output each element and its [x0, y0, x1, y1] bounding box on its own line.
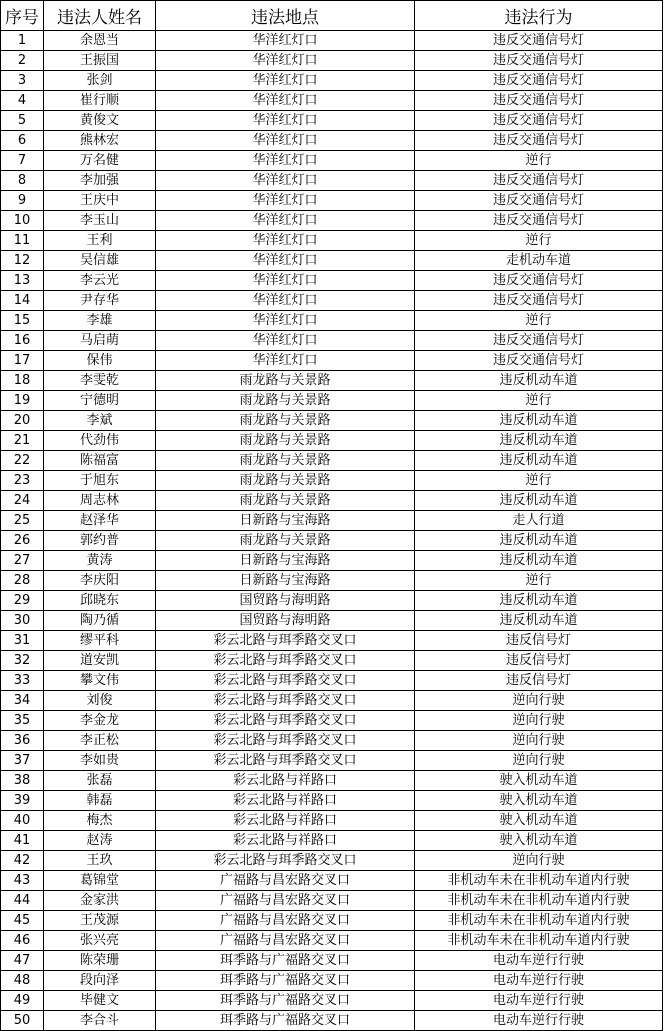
cell-offender-name: 段向泽: [44, 971, 156, 991]
cell-location: 雨龙路与关景路: [156, 391, 415, 411]
cell-number: 11: [1, 231, 44, 251]
cell-location: 华洋红灯口: [156, 151, 415, 171]
cell-offender-name: 刘俊: [44, 691, 156, 711]
cell-location: 珥季路与广福路交叉口: [156, 951, 415, 971]
cell-number: 36: [1, 731, 44, 751]
table-row: [1, 831, 663, 851]
cell-offender-name: 李雄: [44, 311, 156, 331]
cell-violation: 违反信号灯: [415, 671, 663, 691]
cell-location: 华洋红灯口: [156, 171, 415, 191]
cell-location: 彩云北路与珥季路交叉口: [156, 631, 415, 651]
cell-offender-name: 代劲伟: [44, 431, 156, 451]
table-row: [1, 171, 663, 191]
table-row: [1, 631, 663, 651]
cell-offender-name: 崔行顺: [44, 91, 156, 111]
cell-violation: 逆行: [415, 151, 663, 171]
header-offender-name: 违法人姓名: [44, 1, 156, 31]
table-row: [1, 691, 663, 711]
cell-offender-name: 李斌: [44, 411, 156, 431]
cell-violation: 逆向行驶: [415, 731, 663, 751]
cell-location: 华洋红灯口: [156, 251, 415, 271]
cell-offender-name: 陶乃循: [44, 611, 156, 631]
cell-number: 31: [1, 631, 44, 651]
cell-number: 44: [1, 891, 44, 911]
cell-violation: 违反交通信号灯: [415, 111, 663, 131]
cell-offender-name: 攀文伟: [44, 671, 156, 691]
cell-location: 华洋红灯口: [156, 291, 415, 311]
cell-offender-name: 周志林: [44, 491, 156, 511]
table-row: [1, 971, 663, 991]
cell-location: 国贸路与海明路: [156, 591, 415, 611]
cell-violation: 违反信号灯: [415, 631, 663, 651]
cell-offender-name: 金家洪: [44, 891, 156, 911]
table-row: [1, 211, 663, 231]
cell-offender-name: 郭约普: [44, 531, 156, 551]
cell-number: 30: [1, 611, 44, 631]
cell-violation: 违反机动车道: [415, 371, 663, 391]
cell-location: 国贸路与海明路: [156, 611, 415, 631]
cell-offender-name: 王振国: [44, 51, 156, 71]
cell-location: 华洋红灯口: [156, 51, 415, 71]
cell-location: 华洋红灯口: [156, 351, 415, 371]
cell-number: 24: [1, 491, 44, 511]
table-row: [1, 851, 663, 871]
cell-violation: 违反交通信号灯: [415, 191, 663, 211]
cell-location: 华洋红灯口: [156, 191, 415, 211]
table-row: [1, 911, 663, 931]
cell-location: 华洋红灯口: [156, 71, 415, 91]
cell-violation: 违反机动车道: [415, 531, 663, 551]
cell-offender-name: 万名健: [44, 151, 156, 171]
cell-location: 彩云北路与珥季路交叉口: [156, 651, 415, 671]
cell-number: 20: [1, 411, 44, 431]
cell-violation: 电动车逆行行驶: [415, 991, 663, 1011]
cell-location: 广福路与昌宏路交叉口: [156, 931, 415, 951]
table-row: [1, 811, 663, 831]
cell-violation: 非机动车未在非机动车道内行驶: [415, 931, 663, 951]
cell-offender-name: 张磊: [44, 771, 156, 791]
cell-offender-name: 张兴亮: [44, 931, 156, 951]
cell-location: 彩云北路与祥路口: [156, 771, 415, 791]
table-row: [1, 431, 663, 451]
cell-location: 华洋红灯口: [156, 331, 415, 351]
cell-location: 华洋红灯口: [156, 111, 415, 131]
table-row: [1, 931, 663, 951]
table-row: [1, 491, 663, 511]
cell-offender-name: 道安凯: [44, 651, 156, 671]
cell-number: 23: [1, 471, 44, 491]
table-row: [1, 371, 663, 391]
cell-location: 彩云北路与祥路口: [156, 811, 415, 831]
cell-location: 彩云北路与珥季路交叉口: [156, 731, 415, 751]
table-row: [1, 391, 663, 411]
cell-offender-name: 李玉山: [44, 211, 156, 231]
table-row: [1, 471, 663, 491]
cell-number: 45: [1, 911, 44, 931]
header-row: [1, 1, 663, 31]
table-row: [1, 131, 663, 151]
table-row: [1, 311, 663, 331]
cell-number: 32: [1, 651, 44, 671]
cell-violation: 逆向行驶: [415, 751, 663, 771]
cell-number: 46: [1, 931, 44, 951]
cell-number: 9: [1, 191, 44, 211]
cell-location: 广福路与昌宏路交叉口: [156, 871, 415, 891]
cell-location: 雨龙路与关景路: [156, 531, 415, 551]
cell-offender-name: 王利: [44, 231, 156, 251]
cell-violation: 逆行: [415, 311, 663, 331]
cell-location: 雨龙路与关景路: [156, 411, 415, 431]
cell-violation: 违反机动车道: [415, 451, 663, 471]
cell-location: 彩云北路与珥季路交叉口: [156, 751, 415, 771]
cell-offender-name: 吴信雄: [44, 251, 156, 271]
cell-number: 47: [1, 951, 44, 971]
cell-violation: 违反交通信号灯: [415, 331, 663, 351]
table-row: [1, 351, 663, 371]
cell-violation: 违反机动车道: [415, 611, 663, 631]
cell-violation: 违反交通信号灯: [415, 131, 663, 151]
cell-offender-name: 尹存华: [44, 291, 156, 311]
cell-number: 48: [1, 971, 44, 991]
cell-offender-name: 葛锦堂: [44, 871, 156, 891]
table-row: [1, 331, 663, 351]
table-row: [1, 651, 663, 671]
cell-location: 华洋红灯口: [156, 211, 415, 231]
table-row: [1, 231, 663, 251]
cell-offender-name: 毕健文: [44, 991, 156, 1011]
table-row: [1, 451, 663, 471]
cell-number: 16: [1, 331, 44, 351]
table-row: [1, 891, 663, 911]
cell-location: 华洋红灯口: [156, 311, 415, 331]
cell-violation: 驶入机动车道: [415, 791, 663, 811]
cell-location: 雨龙路与关景路: [156, 371, 415, 391]
cell-number: 40: [1, 811, 44, 831]
cell-offender-name: 李正松: [44, 731, 156, 751]
cell-offender-name: 李云光: [44, 271, 156, 291]
table-row: [1, 731, 663, 751]
cell-offender-name: 王庆中: [44, 191, 156, 211]
cell-violation: 逆行: [415, 471, 663, 491]
cell-offender-name: 陈荣珊: [44, 951, 156, 971]
table-row: [1, 871, 663, 891]
cell-violation: 驶入机动车道: [415, 831, 663, 851]
cell-offender-name: 余恩当: [44, 31, 156, 51]
cell-number: 4: [1, 91, 44, 111]
cell-offender-name: 熊林宏: [44, 131, 156, 151]
cell-location: 雨龙路与关景路: [156, 471, 415, 491]
header-location: 违法地点: [156, 1, 415, 31]
cell-violation: 非机动车未在非机动车道内行驶: [415, 891, 663, 911]
cell-location: 珥季路与广福路交叉口: [156, 971, 415, 991]
table-row: [1, 551, 663, 571]
cell-number: 42: [1, 851, 44, 871]
cell-location: 广福路与昌宏路交叉口: [156, 891, 415, 911]
cell-violation: 违反交通信号灯: [415, 51, 663, 71]
header-number: 序号: [1, 1, 44, 31]
cell-location: 华洋红灯口: [156, 91, 415, 111]
cell-offender-name: 李雯乾: [44, 371, 156, 391]
cell-offender-name: 李合斗: [44, 1011, 156, 1031]
cell-number: 13: [1, 271, 44, 291]
cell-offender-name: 邱晓东: [44, 591, 156, 611]
cell-number: 12: [1, 251, 44, 271]
cell-violation: 非机动车未在非机动车道内行驶: [415, 911, 663, 931]
cell-violation: 走机动车道: [415, 251, 663, 271]
cell-offender-name: 张剑: [44, 71, 156, 91]
table-row: [1, 771, 663, 791]
cell-location: 雨龙路与关景路: [156, 491, 415, 511]
table-row: [1, 291, 663, 311]
cell-location: 彩云北路与珥季路交叉口: [156, 671, 415, 691]
cell-offender-name: 梅杰: [44, 811, 156, 831]
table-row: [1, 711, 663, 731]
cell-violation: 违反信号灯: [415, 651, 663, 671]
cell-violation: 违反机动车道: [415, 431, 663, 451]
cell-violation: 违反机动车道: [415, 591, 663, 611]
cell-location: 彩云北路与祥路口: [156, 831, 415, 851]
cell-number: 28: [1, 571, 44, 591]
cell-offender-name: 韩磊: [44, 791, 156, 811]
cell-violation: 非机动车未在非机动车道内行驶: [415, 871, 663, 891]
cell-number: 38: [1, 771, 44, 791]
cell-number: 26: [1, 531, 44, 551]
cell-violation: 电动车逆行行驶: [415, 951, 663, 971]
cell-violation: 违反交通信号灯: [415, 71, 663, 91]
cell-offender-name: 赵泽华: [44, 511, 156, 531]
cell-location: 雨龙路与关景路: [156, 451, 415, 471]
cell-number: 7: [1, 151, 44, 171]
table-row: [1, 791, 663, 811]
cell-violation: 违反交通信号灯: [415, 211, 663, 231]
cell-number: 2: [1, 51, 44, 71]
cell-violation: 违反交通信号灯: [415, 291, 663, 311]
table-row: [1, 251, 663, 271]
cell-location: 日新路与宝海路: [156, 571, 415, 591]
cell-offender-name: 李金龙: [44, 711, 156, 731]
cell-violation: 电动车逆行行驶: [415, 971, 663, 991]
cell-violation: 违反机动车道: [415, 491, 663, 511]
cell-location: 华洋红灯口: [156, 271, 415, 291]
cell-number: 29: [1, 591, 44, 611]
cell-number: 50: [1, 1011, 44, 1031]
cell-location: 彩云北路与珥季路交叉口: [156, 691, 415, 711]
cell-offender-name: 赵涛: [44, 831, 156, 851]
cell-location: 广福路与昌宏路交叉口: [156, 911, 415, 931]
cell-number: 25: [1, 511, 44, 531]
table-row: [1, 71, 663, 91]
cell-offender-name: 缪平科: [44, 631, 156, 651]
cell-violation: 违反机动车道: [415, 411, 663, 431]
table-row: [1, 671, 663, 691]
cell-offender-name: 李如贵: [44, 751, 156, 771]
cell-number: 18: [1, 371, 44, 391]
cell-offender-name: 保伟: [44, 351, 156, 371]
cell-number: 37: [1, 751, 44, 771]
table-row: [1, 1011, 663, 1031]
table-row: [1, 51, 663, 71]
cell-location: 华洋红灯口: [156, 31, 415, 51]
cell-location: 华洋红灯口: [156, 131, 415, 151]
cell-number: 43: [1, 871, 44, 891]
cell-offender-name: 王茂源: [44, 911, 156, 931]
cell-violation: 违反交通信号灯: [415, 351, 663, 371]
cell-violation: 逆向行驶: [415, 711, 663, 731]
cell-number: 35: [1, 711, 44, 731]
cell-number: 14: [1, 291, 44, 311]
cell-violation: 驶入机动车道: [415, 771, 663, 791]
cell-offender-name: 黄涛: [44, 551, 156, 571]
cell-offender-name: 宁德明: [44, 391, 156, 411]
cell-violation: 逆行: [415, 231, 663, 251]
cell-offender-name: 王玖: [44, 851, 156, 871]
header-violation: 违法行为: [415, 1, 663, 31]
cell-location: 雨龙路与关景路: [156, 431, 415, 451]
cell-violation: 违反交通信号灯: [415, 31, 663, 51]
cell-number: 19: [1, 391, 44, 411]
cell-number: 34: [1, 691, 44, 711]
cell-location: 日新路与宝海路: [156, 551, 415, 571]
cell-offender-name: 于旭东: [44, 471, 156, 491]
cell-violation: 违反交通信号灯: [415, 171, 663, 191]
table-body: [1, 31, 663, 1031]
cell-location: 珥季路与广福路交叉口: [156, 991, 415, 1011]
table-row: [1, 111, 663, 131]
cell-location: 华洋红灯口: [156, 231, 415, 251]
cell-offender-name: 李加强: [44, 171, 156, 191]
cell-number: 41: [1, 831, 44, 851]
cell-number: 1: [1, 31, 44, 51]
table-row: [1, 531, 663, 551]
cell-number: 10: [1, 211, 44, 231]
table-row: [1, 191, 663, 211]
cell-location: 彩云北路与珥季路交叉口: [156, 711, 415, 731]
cell-number: 6: [1, 131, 44, 151]
cell-number: 5: [1, 111, 44, 131]
cell-location: 珥季路与广福路交叉口: [156, 1011, 415, 1031]
cell-violation: 逆行: [415, 391, 663, 411]
cell-number: 39: [1, 791, 44, 811]
cell-violation: 逆向行驶: [415, 691, 663, 711]
table-header: [1, 1, 663, 31]
cell-number: 15: [1, 311, 44, 331]
cell-number: 3: [1, 71, 44, 91]
cell-violation: 逆向行驶: [415, 851, 663, 871]
table-row: [1, 611, 663, 631]
cell-violation: 违反交通信号灯: [415, 91, 663, 111]
table-row: [1, 31, 663, 51]
cell-offender-name: 李庆阳: [44, 571, 156, 591]
cell-number: 49: [1, 991, 44, 1011]
table-row: [1, 411, 663, 431]
cell-violation: 走人行道: [415, 511, 663, 531]
cell-violation: 逆行: [415, 571, 663, 591]
cell-location: 彩云北路与珥季路交叉口: [156, 851, 415, 871]
cell-location: 日新路与宝海路: [156, 511, 415, 531]
table-row: [1, 91, 663, 111]
cell-location: 彩云北路与祥路口: [156, 791, 415, 811]
cell-number: 8: [1, 171, 44, 191]
table-row: [1, 991, 663, 1011]
cell-number: 17: [1, 351, 44, 371]
table-row: [1, 271, 663, 291]
table-row: [1, 511, 663, 531]
table-row: [1, 151, 663, 171]
cell-violation: 违反机动车道: [415, 551, 663, 571]
table-row: [1, 951, 663, 971]
table-row: [1, 571, 663, 591]
cell-offender-name: 马启萌: [44, 331, 156, 351]
cell-offender-name: 陈福富: [44, 451, 156, 471]
cell-number: 33: [1, 671, 44, 691]
table-row: [1, 751, 663, 771]
cell-violation: 电动车逆行行驶: [415, 1011, 663, 1031]
table-row: [1, 591, 663, 611]
cell-offender-name: 黄俊文: [44, 111, 156, 131]
cell-violation: 驶入机动车道: [415, 811, 663, 831]
cell-number: 27: [1, 551, 44, 571]
cell-violation: 违反交通信号灯: [415, 271, 663, 291]
cell-number: 22: [1, 451, 44, 471]
cell-number: 21: [1, 431, 44, 451]
